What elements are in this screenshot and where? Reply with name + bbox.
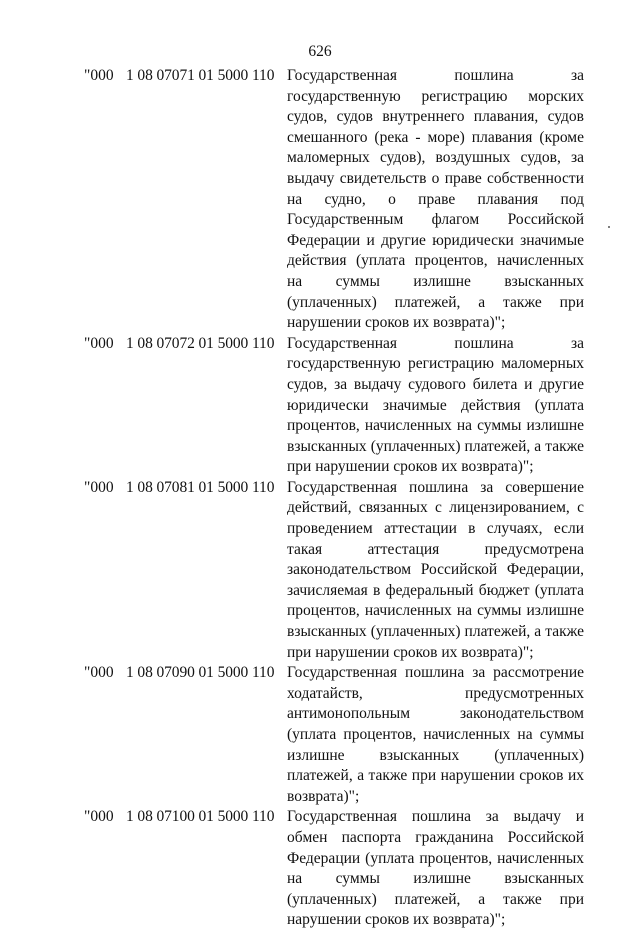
budget-classification-code: 1 08 07072 01 5000 110 (126, 334, 275, 352)
entry-prefix: "000 (84, 67, 114, 84)
entry-description: Государственная пошлина за совершение действий, связанных с лицензированием, с проведением аттестации в случаях, если такая аттестация предусмотрена законодательством Российской Федерации, зачисляемая в федеральный бюджет (уплата процентов, начисленных на суммы излишне взысканных (уплаченных) платежей, а также при нарушении сроков их возврата)"; (287, 478, 584, 661)
entry-description: Государственная пошлина за государственную регистрацию маломерных судов, за выдачу судового билета и другие юридически значимые действия (уплата процентов, начисленных на суммы излишне взысканных (уплаченных) платежей, а также при нарушении сроков их возврата)"; (287, 334, 584, 476)
scan-speck (608, 226, 610, 228)
budget-classification-code: 1 08 07071 01 5000 110 (126, 67, 275, 84)
page-number: 626 (308, 43, 332, 60)
budget-classification-code: 1 08 07100 01 5000 110 (126, 808, 275, 826)
list-item (84, 663, 584, 807)
entry-prefix: "000 (84, 334, 114, 352)
entry-prefix: "000 (84, 664, 114, 682)
entry-description: Государственная пошлина за государственную регистрацию морских судов, судов внутреннего плавания, судов смешанного (река - море) плавания (кроме маломерных судов), воздушных судов, за выдачу свидетельств о праве собственности на судно, о праве плавания под Государственным флагом Российской Федерации и другие юридически значимые действия (уплата процентов, начисленных на суммы излишне взысканных (уплаченных) платежей, а также при нарушении сроков их возврата)"; (287, 67, 584, 332)
entry-prefix: "000 (84, 808, 114, 826)
budget-classification-code: 1 08 07081 01 5000 110 (126, 478, 275, 496)
entry-prefix: "000 (84, 478, 114, 496)
list-item (84, 478, 584, 663)
budget-classification-code: 1 08 07090 01 5000 110 (126, 664, 275, 682)
list-item (84, 66, 584, 334)
list-item (84, 807, 584, 931)
entry-description: Государственная пошлина за выдачу и обмен паспорта гражданина Российской Федерации (уплата процентов, начисленных на суммы излишне взысканных (уплаченных) платежей, а также при нарушении сроков их возврата)"; (287, 808, 584, 929)
budget-code-list (84, 66, 584, 931)
list-item (84, 334, 584, 478)
entry-description: Государственная пошлина за рассмотрение ходатайств, предусмотренных антимонопольным законодательством (уплата процентов, начисленных на суммы излишне взысканных (уплаченных) платежей, а также при нарушении сроков их возврата)"; (287, 664, 584, 805)
